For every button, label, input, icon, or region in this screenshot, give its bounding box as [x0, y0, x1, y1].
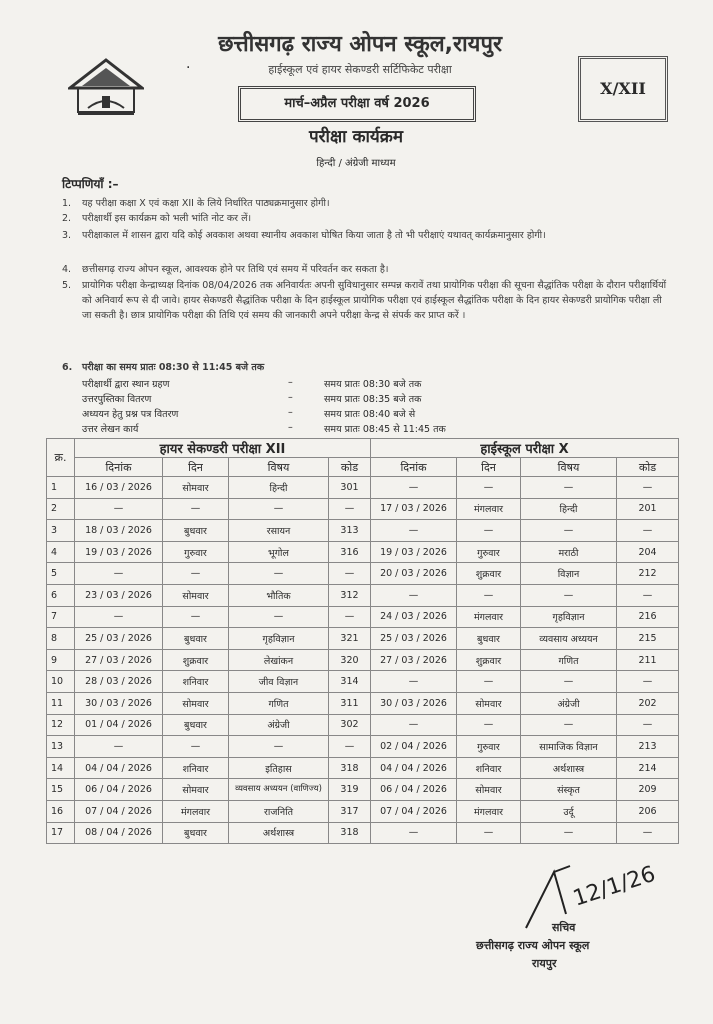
x-code: 216: [617, 606, 679, 628]
xii-date: 18 / 03 / 2026: [75, 520, 163, 542]
x-code: 214: [617, 757, 679, 779]
x-date: —: [371, 714, 457, 736]
x-subject: विज्ञान: [521, 563, 617, 585]
xii-day: सोमवार: [163, 692, 229, 714]
x-subject: —: [521, 520, 617, 542]
schedule-title: परीक्षा कार्यक्रम: [308, 127, 404, 147]
xii-date: 01 / 04 / 2026: [75, 714, 163, 736]
serial-header: क्र.: [47, 439, 75, 477]
xii-date: 08 / 04 / 2026: [75, 822, 163, 844]
medium-label: हिन्दी / अंग्रेजी माध्यम: [316, 158, 396, 169]
note-text: यह परीक्षा कक्षा X एवं कक्षा XII के लिये निर्धारित पाठ्यक्रमानुसार होगी।: [82, 198, 330, 209]
row-number: 11: [47, 692, 75, 714]
xii-day: —: [163, 498, 229, 520]
x-code: 215: [617, 628, 679, 650]
timing-label: उत्तर लेखन कार्य: [82, 424, 139, 435]
x-date: 20 / 03 / 2026: [371, 563, 457, 585]
exam-session-box: मार्च–अप्रैल परीक्षा वर्ष 2026: [238, 86, 476, 122]
x-subject: गृहविज्ञान: [521, 606, 617, 628]
row-number: 12: [47, 714, 75, 736]
xii-subject: व्यवसाय अध्ययन (वाणिज्य): [229, 779, 329, 801]
table-row: [47, 822, 679, 844]
x-code: 206: [617, 800, 679, 822]
x-code: 202: [617, 692, 679, 714]
x-subject: अर्थशास्त्र: [521, 757, 617, 779]
xii-date: 19 / 03 / 2026: [75, 541, 163, 563]
xii-code: 311: [329, 692, 371, 714]
x-subject: व्यवसाय अध्ययन: [521, 628, 617, 650]
note-item: [62, 211, 672, 226]
x-day: सोमवार: [457, 692, 521, 714]
xii-code: 320: [329, 649, 371, 671]
x-date: 04 / 04 / 2026: [371, 757, 457, 779]
x-subject: संस्कृत: [521, 779, 617, 801]
x-subject: हिन्दी: [521, 498, 617, 520]
note-item: [62, 196, 672, 211]
x-code: 213: [617, 736, 679, 758]
note-number: 1.: [62, 198, 72, 209]
note-number: 3.: [62, 230, 72, 241]
xii-date: 25 / 03 / 2026: [75, 628, 163, 650]
xii-day: बुधवार: [163, 520, 229, 542]
x-code: —: [617, 520, 679, 542]
x-code: —: [617, 822, 679, 844]
xii-subject: गृहविज्ञान: [229, 628, 329, 650]
x-subject: —: [521, 822, 617, 844]
xii-day: —: [163, 563, 229, 585]
xii-date: —: [75, 606, 163, 628]
timing-label: परीक्षार्थी द्वारा स्थान ग्रहण: [82, 379, 170, 390]
table-row: [47, 498, 679, 520]
row-number: 6: [47, 584, 75, 606]
xii-day: बुधवार: [163, 714, 229, 736]
table-row: [47, 477, 679, 499]
col-subject-header: विषय: [229, 458, 329, 477]
col-code-header: कोड: [617, 458, 679, 477]
x-date: —: [371, 520, 457, 542]
x-code: 204: [617, 541, 679, 563]
table-row: [47, 671, 679, 693]
note-number: 6.: [62, 362, 73, 373]
xii-subject: गणित: [229, 692, 329, 714]
timing-value: समय प्रातः 08:45 से 11:45 तक: [324, 424, 446, 435]
xii-subject: भूगोल: [229, 541, 329, 563]
x-date: —: [371, 671, 457, 693]
note-item: [62, 278, 672, 358]
x-day: शनिवार: [457, 757, 521, 779]
table-row: [47, 649, 679, 671]
xii-day: —: [163, 736, 229, 758]
x-date: 19 / 03 / 2026: [371, 541, 457, 563]
signature-date: 12/1/26: [570, 862, 659, 912]
xii-code: 317: [329, 800, 371, 822]
xii-day: —: [163, 606, 229, 628]
table-row: [47, 757, 679, 779]
xii-day: सोमवार: [163, 477, 229, 499]
x-subject: गणित: [521, 649, 617, 671]
x-date: —: [371, 477, 457, 499]
bullet-dot: ·: [186, 60, 191, 76]
handwritten-signature: [520, 862, 660, 934]
table-row: [47, 520, 679, 542]
x-code: 212: [617, 563, 679, 585]
xii-subject: अंग्रेजी: [229, 714, 329, 736]
notes-heading: टिप्पणियाँ :–: [62, 177, 119, 191]
row-number: 3: [47, 520, 75, 542]
xii-code: —: [329, 498, 371, 520]
row-number: 2: [47, 498, 75, 520]
col-date-header: दिनांक: [371, 458, 457, 477]
x-code: —: [617, 477, 679, 499]
x-day: —: [457, 584, 521, 606]
x-day: बुधवार: [457, 628, 521, 650]
xii-date: 30 / 03 / 2026: [75, 692, 163, 714]
xii-date: 27 / 03 / 2026: [75, 649, 163, 671]
xii-date: 16 / 03 / 2026: [75, 477, 163, 499]
xii-day: शनिवार: [163, 757, 229, 779]
x-day: —: [457, 714, 521, 736]
xii-day: गुरुवार: [163, 541, 229, 563]
x-day: गुरुवार: [457, 736, 521, 758]
xii-day: शनिवार: [163, 671, 229, 693]
x-day: सोमवार: [457, 779, 521, 801]
x-code: 201: [617, 498, 679, 520]
x-day: शुक्रवार: [457, 649, 521, 671]
xii-day: सोमवार: [163, 779, 229, 801]
x-code: —: [617, 714, 679, 736]
table-row: [47, 606, 679, 628]
note-text: प्रायोगिक परीक्षा केन्द्राध्यक्ष दिनांक 08/04/2026 तक अनिवार्यतः अपनी सुविधानुसार सम्पन्न करावें तथा प्रायोगिक परीक्षा की सूचना सैद्धांतिक परीक्षा के दौरान परीक्षार्थियों को अनिवार्य रूप से दी जावे। हायर सेकण्डरी सैद्धांतिक परीक्षा के दिन हाईस्कूल प्रायोगिक परीक्षा एवं हाईस्कूल सैद्धांतिक परीक्षा के दिन हायर सेकण्डरी प्रायोगिक परीक्षा ली जा सकती है। छात्र प्रायोगिक परीक्षा की तिथि एवं समय की जानकारी अपने परीक्षा केन्द्र से संपर्क कर प्राप्त करें ।: [82, 280, 667, 321]
table-row: [47, 736, 679, 758]
page-title: छत्तीसगढ़ राज्य ओपन स्कूल,रायपुर: [218, 32, 502, 57]
note-text: परीक्षाकाल में शासन द्वारा यदि कोई अवकाश अथवा स्थानीय अवकाश घोषित किया जाता है तो भी परीक्षाएं यथावत् कार्यक्रमानुसार होगी।: [82, 230, 546, 241]
col-day-header: दिन: [457, 458, 521, 477]
timing-dash: –: [288, 377, 293, 388]
table-row: [47, 541, 679, 563]
x-date: 30 / 03 / 2026: [371, 692, 457, 714]
xii-subject: राजनिति: [229, 800, 329, 822]
x-subject: —: [521, 584, 617, 606]
xii-code: 318: [329, 822, 371, 844]
xii-subject: भौतिक: [229, 584, 329, 606]
xii-code: 312: [329, 584, 371, 606]
x-day: गुरुवार: [457, 541, 521, 563]
x-day: —: [457, 477, 521, 499]
note-item: [62, 262, 672, 277]
xii-code: 314: [329, 671, 371, 693]
x-subject: —: [521, 477, 617, 499]
xii-day: शुक्रवार: [163, 649, 229, 671]
row-number: 13: [47, 736, 75, 758]
timing-value: समय प्रातः 08:30 बजे तक: [324, 379, 422, 390]
timing-label: उत्तरपुस्तिका वितरण: [82, 394, 152, 405]
x-subject: —: [521, 714, 617, 736]
x-code: —: [617, 671, 679, 693]
x-date: 06 / 04 / 2026: [371, 779, 457, 801]
x-date: 27 / 03 / 2026: [371, 649, 457, 671]
x-code: 209: [617, 779, 679, 801]
x-date: —: [371, 822, 457, 844]
x-subject: सामाजिक विज्ञान: [521, 736, 617, 758]
xii-day: बुधवार: [163, 822, 229, 844]
xii-date: 07 / 04 / 2026: [75, 800, 163, 822]
row-number: 8: [47, 628, 75, 650]
x-date: 02 / 04 / 2026: [371, 736, 457, 758]
xii-day: बुधवार: [163, 628, 229, 650]
xii-code: 301: [329, 477, 371, 499]
x-date: 07 / 04 / 2026: [371, 800, 457, 822]
xii-subject: इतिहास: [229, 757, 329, 779]
x-date: 24 / 03 / 2026: [371, 606, 457, 628]
xii-code: 318: [329, 757, 371, 779]
xii-date: —: [75, 563, 163, 585]
col-day-header: दिन: [163, 458, 229, 477]
table-row: [47, 800, 679, 822]
table-row: [47, 714, 679, 736]
xii-code: 319: [329, 779, 371, 801]
row-number: 15: [47, 779, 75, 801]
timing-value: समय प्रातः 08:40 बजे से: [324, 409, 416, 420]
xii-subject: लेखांकन: [229, 649, 329, 671]
row-number: 16: [47, 800, 75, 822]
xii-code: 302: [329, 714, 371, 736]
x-date: 17 / 03 / 2026: [371, 498, 457, 520]
signatory-city: रायपुर: [532, 957, 557, 970]
note-text: परीक्षार्थी इस कार्यक्रम को भली भांति नोट कर लें।: [82, 213, 252, 224]
row-number: 17: [47, 822, 75, 844]
timing-label: अध्ययन हेतु प्रश्न पत्र वितरण: [82, 409, 179, 420]
note-number: 4.: [62, 264, 72, 275]
col-code-header: कोड: [329, 458, 371, 477]
x-group-header: हाईस्कूल परीक्षा X: [371, 439, 679, 458]
timing-value: समय प्रातः 08:35 बजे तक: [324, 394, 422, 405]
x-day: मंगलवार: [457, 800, 521, 822]
signatory-org: छत्तीसगढ़ राज्य ओपन स्कूल: [476, 939, 590, 952]
xii-code: —: [329, 606, 371, 628]
xii-code: 316: [329, 541, 371, 563]
x-day: मंगलवार: [457, 498, 521, 520]
row-number: 5: [47, 563, 75, 585]
xii-subject: जीव विज्ञान: [229, 671, 329, 693]
xii-subject: —: [229, 606, 329, 628]
x-code: 211: [617, 649, 679, 671]
signatory-designation: सचिव: [552, 921, 576, 934]
xii-subject: हिन्दी: [229, 477, 329, 499]
xii-day: मंगलवार: [163, 800, 229, 822]
note-number: 2.: [62, 213, 72, 224]
table-row: [47, 779, 679, 801]
xii-subject: —: [229, 498, 329, 520]
col-subject-header: विषय: [521, 458, 617, 477]
xii-day: सोमवार: [163, 584, 229, 606]
x-date: 25 / 03 / 2026: [371, 628, 457, 650]
xii-date: 28 / 03 / 2026: [75, 671, 163, 693]
page-subtitle: हाईस्कूल एवं हायर सेकण्डरी सर्टिफिकेट परीक्षा: [268, 63, 452, 76]
row-number: 10: [47, 671, 75, 693]
x-code: —: [617, 584, 679, 606]
xii-subject: अर्थशास्त्र: [229, 822, 329, 844]
note-text: छत्तीसगढ़ राज्य ओपन स्कूल, आवश्यक होने पर तिथि एवं समय में परिवर्तन कर सकता है।: [82, 264, 389, 275]
x-day: शुक्रवार: [457, 563, 521, 585]
note-number: 5.: [62, 280, 72, 291]
x-subject: —: [521, 671, 617, 693]
xii-code: 313: [329, 520, 371, 542]
table-row: [47, 628, 679, 650]
note-item: [62, 228, 672, 260]
xii-code: —: [329, 736, 371, 758]
school-logo: [68, 58, 144, 118]
table-row: [47, 692, 679, 714]
exam-schedule-table: [46, 438, 679, 844]
xii-code: —: [329, 563, 371, 585]
row-number: 9: [47, 649, 75, 671]
xii-date: 04 / 04 / 2026: [75, 757, 163, 779]
xii-code: 321: [329, 628, 371, 650]
timing-dash: –: [288, 422, 293, 433]
timing-dash: –: [288, 407, 293, 418]
x-day: मंगलवार: [457, 606, 521, 628]
exam-time-heading: परीक्षा का समय प्रातः 08:30 से 11:45 बजे तक: [82, 362, 265, 373]
x-subject: मराठी: [521, 541, 617, 563]
table-row: [47, 563, 679, 585]
x-subject: उर्दू: [521, 800, 617, 822]
row-number: 1: [47, 477, 75, 499]
x-subject: अंग्रेजी: [521, 692, 617, 714]
x-day: —: [457, 822, 521, 844]
xii-date: 06 / 04 / 2026: [75, 779, 163, 801]
row-number: 14: [47, 757, 75, 779]
table-row: [47, 584, 679, 606]
timing-dash: –: [288, 392, 293, 403]
col-date-header: दिनांक: [75, 458, 163, 477]
x-date: —: [371, 584, 457, 606]
xii-date: 23 / 03 / 2026: [75, 584, 163, 606]
note-item: [62, 360, 672, 375]
class-code-box: X/XII: [578, 56, 668, 122]
xii-date: —: [75, 498, 163, 520]
xii-subject: —: [229, 563, 329, 585]
row-number: 4: [47, 541, 75, 563]
x-day: —: [457, 671, 521, 693]
xii-date: —: [75, 736, 163, 758]
xii-subject: रसायन: [229, 520, 329, 542]
xii-subject: —: [229, 736, 329, 758]
row-number: 7: [47, 606, 75, 628]
x-day: —: [457, 520, 521, 542]
xii-group-header: हायर सेकण्डरी परीक्षा XII: [75, 439, 371, 458]
